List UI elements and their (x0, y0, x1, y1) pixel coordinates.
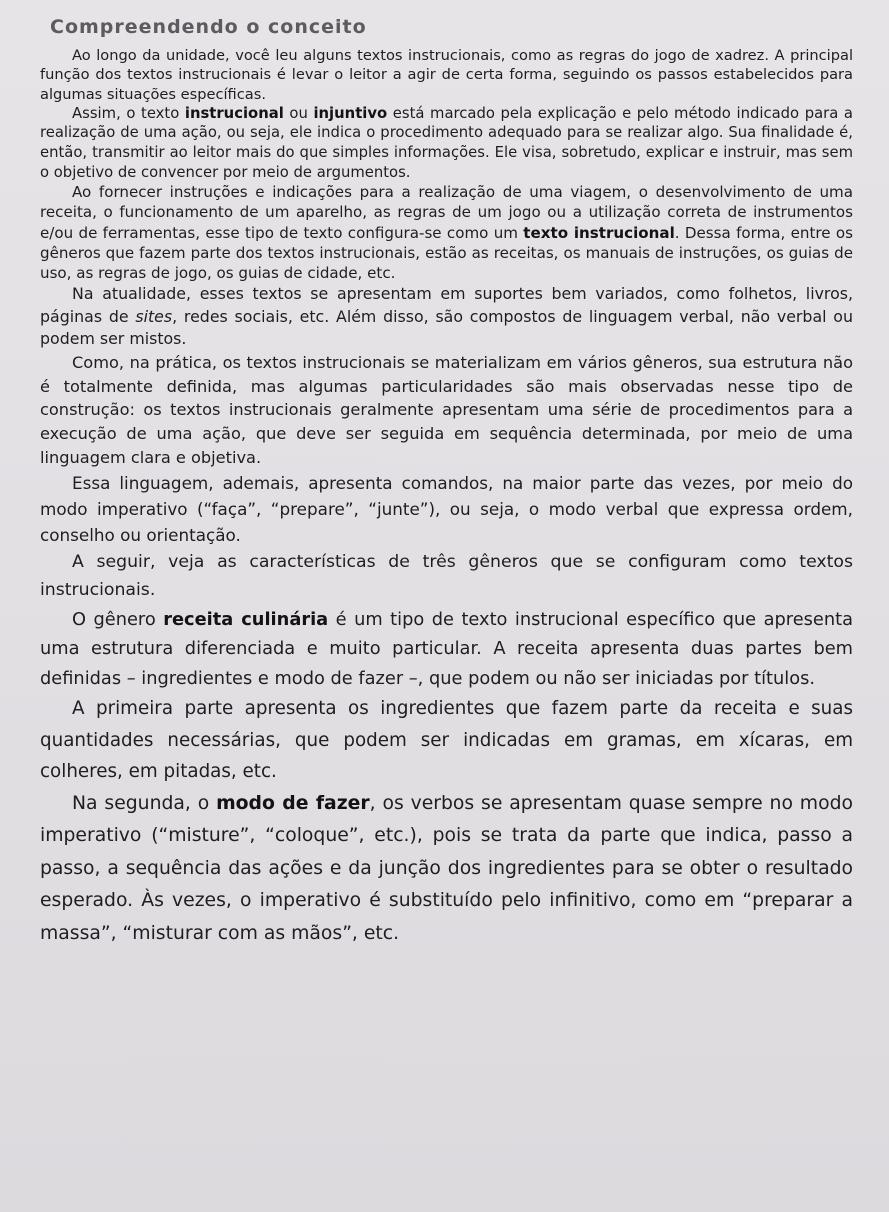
text-run: Ao fornecer instruções e indicações para a realização de uma viagem, o desenvolvimento de uma receita, o funcionamento de um aparelho, as regras de um jogo ou a utilização correta de instrumentos e/ou de ferramentas, esse tipo de texto configura-se como um (40, 183, 853, 242)
text-run: Essa linguagem, ademais, apresenta comandos, na maior parte das vezes, por meio do modo imperativo (“faça”, “prepare”, “junte”), ou seja, o modo verbal que expressa ordem, conselho ou orientação. (40, 472, 853, 545)
paragraph-recipe (40, 605, 853, 694)
text-run: é um tipo de texto instrucional específico que apresenta uma estrutura diferenciada e muito particular. A receita apresenta duas partes bem definidas – ingredientes e modo de fazer –, que podem ou não ser iniciadas por títulos. (40, 608, 853, 689)
section-title: Compreendendo o conceito (50, 16, 367, 38)
italic-term: sites (135, 306, 173, 326)
text-run: Na atualidade, esses textos se apresentam em suportes bem variados, como folhetos, livros, páginas de (40, 284, 853, 326)
text-run: Assim, o texto (72, 104, 185, 122)
paragraph-ingredients (40, 693, 853, 788)
text-run: Ao longo da unidade, você leu alguns textos instrucionais, como as regras do jogo de xadrez. A principal função dos textos instrucionais é levar o leitor a agir de certa forma, seguindo os passos estabelecidos para algumas situações específicas. (40, 47, 853, 103)
paragraph-method (40, 788, 853, 951)
text-run: Como, na prática, os textos instrucionais se materializam em vários gêneros, sua estrutura não é totalmente definida, mas algumas particularidades são mais observadas nesse tipo de construção: os textos instrucionais geralmente apresentam uma série de procedimentos para a execução de uma ação, que deve ser seguida em sequência determinada, por meio de uma linguagem clara e objetiva. (40, 352, 853, 467)
text-run: A primeira parte apresenta os ingredientes que fazem parte da receita e suas quantidades necessárias, que podem ser indicadas em gramas, em xícaras, em colheres, em pitadas, etc. (40, 698, 853, 783)
bold-term: receita culinária (163, 608, 329, 630)
text-run: O gênero (72, 608, 164, 630)
paragraph-imperative (40, 470, 853, 548)
paragraph-structure (40, 351, 853, 470)
text-run: . Dessa forma, entre os gêneros que fazem parte dos textos instrucionais, estão as receitas, os manuais de instruções, os guias de uso, as regras de jogo, os guias de cidade, etc. (40, 223, 853, 283)
paragraph-examples (40, 182, 853, 283)
paragraph-genres-intro (40, 548, 853, 605)
paragraph-definition (40, 104, 853, 182)
text-run: A seguir, veja as características de três gêneros que se configuram como textos instrucionais. (40, 551, 853, 601)
bold-term: texto instrucional (523, 223, 675, 242)
text-run: ou (283, 104, 314, 122)
text-run: , redes sociais, etc. Além disso, são compostos de linguagem verbal, não verbal ou podem ser mistos. (40, 306, 853, 349)
text-run: , os verbos se apresentam quase sempre no modo imperativo (“misture”, “coloque”, etc.), pois se trata da parte que indica, passo a passo, a sequência das ações e da junção dos ingredientes para se obter o resultado esperado. Às vezes, o imperativo é substituído pelo infinitivo, como em “preparar a massa”, “misturar com as mãos”, etc. (40, 792, 853, 944)
text-run: Na segunda, o (72, 792, 217, 814)
bold-term: injuntivo (313, 104, 388, 122)
bold-term: instrucional (184, 104, 284, 122)
bold-term: modo de fazer (216, 792, 370, 814)
paragraph-supports (40, 283, 853, 351)
text-run: está marcado pela explicação e pelo método indicado para a realização de uma ação, ou seja, ele indica o procedimento adequado para se realizar algo. Sua finalidade é, então, transmitir ao leitor mais do que simples informações. Ele visa, sobretudo, explicar e instruir, mas sem o objetivo de convencer por meio de argumentos. (40, 104, 853, 181)
paragraph-intro (40, 46, 853, 104)
